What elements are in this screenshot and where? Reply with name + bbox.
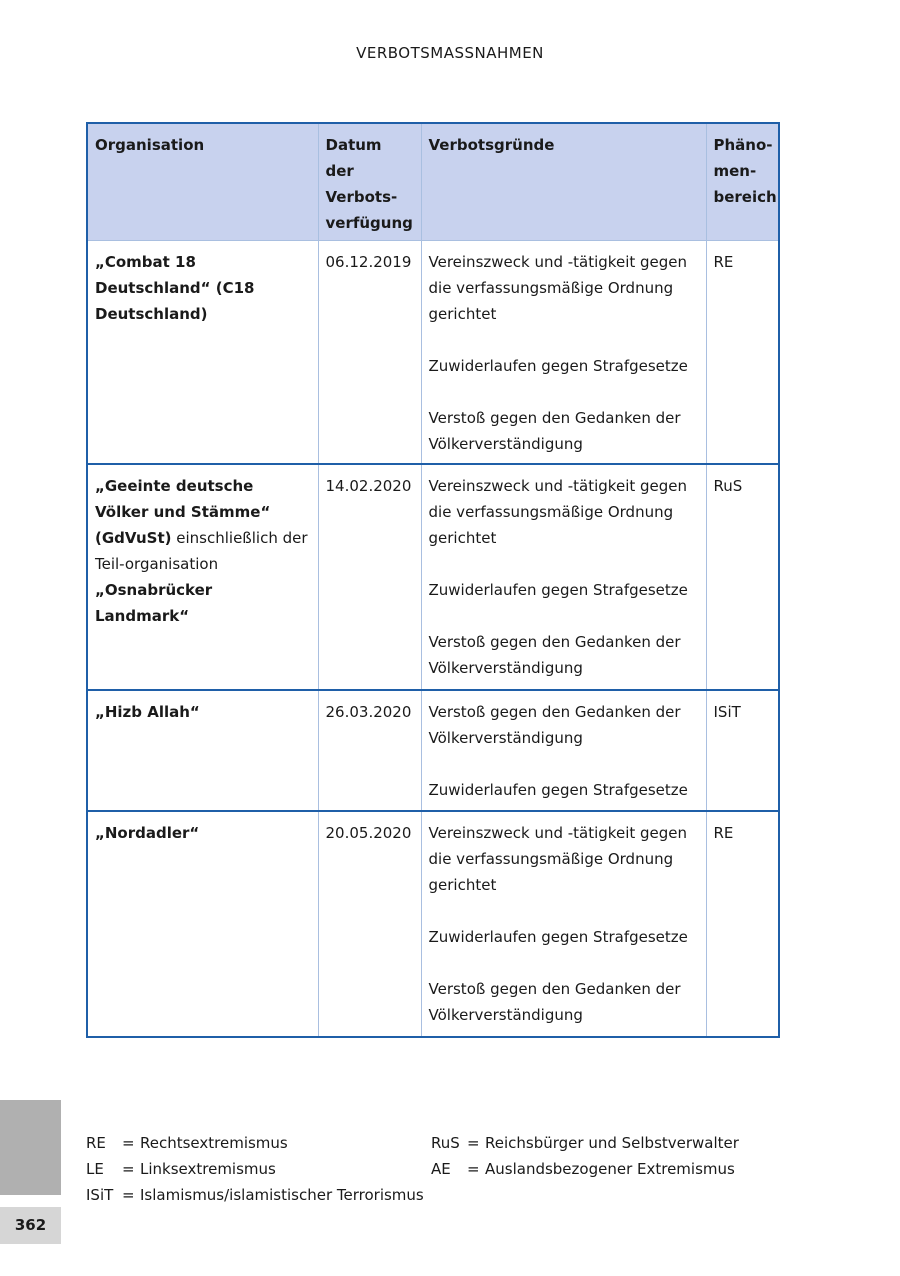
cell-reasons (421, 464, 706, 690)
cell-organisation (87, 241, 318, 465)
running-header: VERBOTSMASSNAHMEN (356, 44, 544, 62)
legend-eq: = (467, 1160, 480, 1178)
table-row (87, 241, 779, 465)
reason: Verstoß gegen den Gedanken der Völkerverständigung (428, 633, 681, 677)
legend-eq: = (122, 1160, 135, 1178)
legend-text: Auslandsbezogener Extremismus (485, 1160, 735, 1178)
org-name: „Hizb Allah“ (95, 703, 200, 721)
org-suborg: „Osnabrücker Landmark“ (95, 581, 213, 625)
legend-abbr: RuS (431, 1134, 460, 1152)
header-line: Verbots- (325, 188, 398, 206)
org-name: „Combat 18 Deutschland“ (C18 Deutschland) (95, 253, 255, 323)
reason: Vereinszweck und -tätigkeit gegen die verfassungsmäßige Ordnung gerichtet (428, 824, 688, 894)
legend-eq: = (467, 1134, 480, 1152)
legend-abbr: ISiT (86, 1186, 114, 1204)
header-area (706, 123, 779, 241)
reason: Zuwiderlaufen gegen Strafgesetze (428, 928, 688, 946)
org-name: „Geeinte deutsche Völker und Stämme“ (GdVuSt) (95, 477, 271, 547)
reason: Vereinszweck und -tätigkeit gegen die verfassungsmäßige Ordnung gerichtet (428, 253, 688, 323)
cell-area: ISiT (706, 690, 779, 811)
table-row (87, 811, 779, 1037)
legend-text: Islamismus/islamistischer Terrorismus (140, 1186, 424, 1204)
legend-abbr: LE (86, 1160, 104, 1178)
header-line: verfügung (325, 214, 413, 232)
cell-area: RuS (706, 464, 779, 690)
cell-date: 20.05.2020 (318, 811, 421, 1037)
cell-date: 26.03.2020 (318, 690, 421, 811)
header-reasons: Verbotsgründe (421, 123, 706, 241)
legend-item (431, 1156, 739, 1182)
legend-text: Reichsbürger und Selbstverwalter (485, 1134, 739, 1152)
header-line: bereich (713, 188, 777, 206)
header-line: Phäno- (713, 136, 773, 154)
legend-abbr: RE (86, 1134, 106, 1152)
legend-eq: = (122, 1186, 135, 1204)
cell-organisation (87, 464, 318, 690)
legend-item (86, 1182, 424, 1208)
legend-eq: = (122, 1134, 135, 1152)
legend-abbr: AE (431, 1160, 451, 1178)
ban-measures-table (86, 122, 780, 1038)
reason: Zuwiderlaufen gegen Strafgesetze (428, 581, 688, 599)
org-note: einschließlich der Teil-organisation (95, 529, 308, 573)
legend-item (86, 1156, 424, 1182)
legend-text: Rechtsextremismus (140, 1134, 288, 1152)
cell-date: 06.12.2019 (318, 241, 421, 465)
reason: Zuwiderlaufen gegen Strafgesetze (428, 781, 688, 799)
legend-item (86, 1130, 424, 1156)
cell-organisation (87, 690, 318, 811)
cell-reasons (421, 241, 706, 465)
header-line: men- (713, 162, 757, 180)
cell-organisation (87, 811, 318, 1037)
cell-reasons (421, 811, 706, 1037)
legend-left (86, 1130, 424, 1208)
legend-item (431, 1130, 739, 1156)
reason: Zuwiderlaufen gegen Strafgesetze (428, 357, 688, 375)
reason: Verstoß gegen den Gedanken der Völkerverständigung (428, 409, 681, 453)
cell-area: RE (706, 241, 779, 465)
page-number: 362 (0, 1207, 61, 1244)
org-name: „Nordadler“ (95, 824, 200, 842)
chapter-tab (0, 1100, 61, 1195)
table-row (87, 464, 779, 690)
header-date (318, 123, 421, 241)
reason: Verstoß gegen den Gedanken der Völkerverständigung (428, 703, 681, 747)
header-organisation: Organisation (87, 123, 318, 241)
legend-text: Linksextremismus (140, 1160, 276, 1178)
cell-date: 14.02.2020 (318, 464, 421, 690)
table-row (87, 690, 779, 811)
table-header-row (87, 123, 779, 241)
reason: Verstoß gegen den Gedanken der Völkerverständigung (428, 980, 681, 1024)
legend-right (431, 1130, 739, 1182)
cell-reasons (421, 690, 706, 811)
header-line: Datum der (325, 136, 382, 180)
reason: Vereinszweck und -tätigkeit gegen die verfassungsmäßige Ordnung gerichtet (428, 477, 688, 547)
cell-area: RE (706, 811, 779, 1037)
